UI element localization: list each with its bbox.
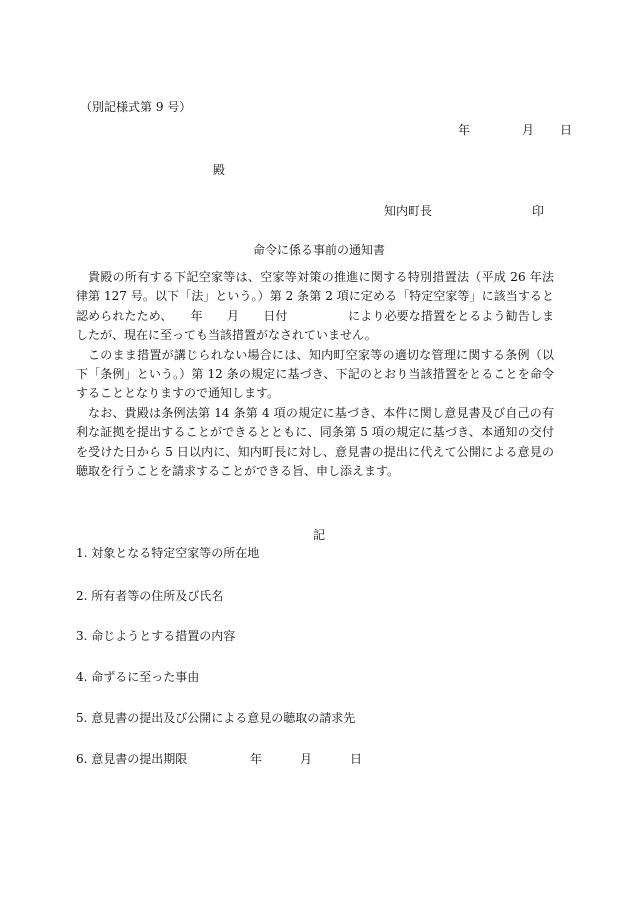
- addressee-suffix: 殿: [213, 163, 226, 177]
- body-paragraph-2: このまま措置が講じられない場合には、知内町空家等の適切な管理に関する条例（以下「条例」という。）第 12 条の規定に基づき、下記のとおり当該措置をとることを命令することとなりますので通知します。: [76, 347, 554, 401]
- document-title: 命令に係る事前の通知書: [252, 243, 385, 257]
- issue-date-day: 日: [560, 123, 573, 137]
- list-item-deadline: [76, 751, 363, 767]
- deadline-day: 日: [350, 752, 363, 766]
- notice-body: [76, 268, 554, 481]
- ki-heading: 記: [312, 528, 325, 542]
- deadline-year: 年: [250, 752, 263, 766]
- sender: [384, 203, 545, 219]
- form-number: （別記様式第 9 号）: [80, 100, 192, 114]
- body-paragraph-3: なお、貴殿は条例法第 14 条第 4 項の規定に基づき、本件に関し意見書及び自己の有利な証拠を提出することができるとともに、同条第 5 項の規定に基づき、本通知の交付を受けた日から 5 日以内に、知内町長に対し、意見書の提出に代えて公開による意見の聴取を行うことを請求することができる旨、申し添えます。: [76, 405, 554, 479]
- list-item: 1. 対象となる特定空家等の所在地: [76, 546, 260, 560]
- deadline-date: [250, 751, 362, 767]
- seal-mark: 印: [532, 204, 545, 218]
- issue-date-month: 月: [522, 123, 535, 137]
- list-item: 3. 命じようとする措置の内容: [76, 629, 236, 643]
- list-item: 4. 命ずるに至った事由: [76, 670, 200, 684]
- deadline-month: 月: [300, 752, 313, 766]
- issue-date-year: 年: [458, 123, 471, 137]
- sender-name: 知内町長: [384, 204, 433, 218]
- issue-date: [458, 122, 572, 138]
- body-paragraph-1: 貴殿の所有する下記空家等は、空家等対策の推進に関する特別措置法（平成 26 年法律第 127 号。以下「法」という。）第 2 条第 2 項に定める「特定空家等」に該当すると認められたため、 年 月 日付 により必要な措置をとるよう勧告しましたが、現在に至っても当該措置がなされていません。: [76, 270, 554, 343]
- deadline-label: 6. 意見書の提出期限: [76, 752, 188, 766]
- list-item: 2. 所有者等の住所及び氏名: [76, 589, 224, 603]
- list-item: 5. 意見書の提出及び公開による意見の聴取の請求先: [76, 711, 356, 725]
